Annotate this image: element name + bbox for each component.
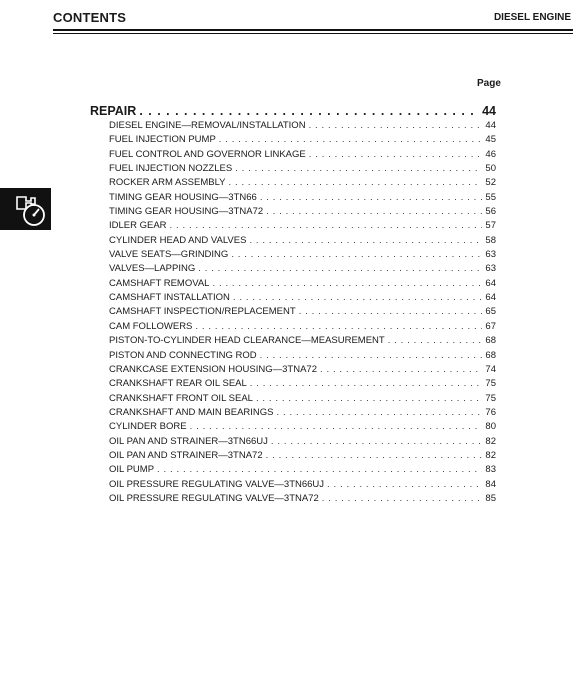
toc-entry-page: 64 bbox=[485, 277, 496, 289]
toc-entry-title: CAMSHAFT INSPECTION/REPLACEMENT bbox=[109, 306, 296, 318]
toc-entry[interactable] bbox=[109, 249, 496, 263]
toc-entry-title: ROCKER ARM ASSEMBLY bbox=[109, 177, 226, 189]
toc-entry[interactable] bbox=[109, 464, 496, 478]
toc-entry[interactable] bbox=[109, 407, 496, 421]
toc-entry-page: 57 bbox=[485, 220, 496, 232]
toc-entry-page: 50 bbox=[485, 163, 496, 175]
leader-dots bbox=[266, 206, 482, 217]
toc-entry-list bbox=[109, 120, 496, 507]
toc-entry-title: CRANKSHAFT AND MAIN BEARINGS bbox=[109, 406, 274, 418]
leader-dots bbox=[250, 378, 483, 389]
leader-dots bbox=[320, 364, 482, 375]
toc-entry-page: 85 bbox=[485, 492, 496, 504]
toc-entry-title: IDLER GEAR bbox=[109, 220, 167, 232]
toc-entry[interactable] bbox=[109, 292, 496, 306]
toc-entry-title: CRANKSHAFT REAR OIL SEAL bbox=[109, 378, 247, 390]
leader-dots bbox=[195, 321, 482, 332]
toc-entry-title: FUEL INJECTION NOZZLES bbox=[109, 163, 233, 175]
toc-entry-title: OIL PUMP bbox=[109, 464, 155, 476]
leader-dots bbox=[271, 436, 483, 447]
toc-entry[interactable] bbox=[109, 278, 496, 292]
leader-dots bbox=[231, 249, 482, 260]
page-column-label: Page bbox=[477, 78, 501, 89]
leader-dots bbox=[233, 292, 483, 303]
toc-entry-title: CAMSHAFT INSTALLATION bbox=[109, 292, 230, 304]
toc-section-title: REPAIR bbox=[90, 104, 137, 118]
toc-entry-title: VALVES—LAPPING bbox=[109, 263, 196, 275]
toc-entry-page: 56 bbox=[485, 206, 496, 218]
leader-dots bbox=[249, 235, 482, 246]
toc-entry-title: CAMSHAFT REMOVAL bbox=[109, 277, 210, 289]
toc-entry-title: CYLINDER BORE bbox=[109, 421, 187, 433]
toc-entry[interactable] bbox=[109, 177, 496, 191]
leader-dots bbox=[260, 350, 483, 361]
toc-entry[interactable] bbox=[109, 134, 496, 148]
toc-entry-page: 82 bbox=[485, 449, 496, 461]
toc-entry[interactable] bbox=[109, 479, 496, 493]
leader-dots bbox=[327, 479, 482, 490]
toc-entry-page: 74 bbox=[485, 363, 496, 375]
toc-entry-title: CRANKCASE EXTENSION HOUSING—3TNA72 bbox=[109, 363, 317, 375]
toc-entry[interactable] bbox=[109, 364, 496, 378]
toc-entry-title: TIMING GEAR HOUSING—3TN66 bbox=[109, 191, 257, 203]
leader-dots bbox=[219, 134, 483, 145]
leader-dots bbox=[322, 493, 483, 504]
leader-dots bbox=[266, 450, 483, 461]
document-section-title: CONTENTS bbox=[53, 10, 127, 25]
toc-entry[interactable] bbox=[109, 378, 496, 392]
toc-entry-page: 82 bbox=[485, 435, 496, 447]
toc-entry-page: 67 bbox=[485, 320, 496, 332]
leader-dots bbox=[388, 335, 483, 346]
toc-entry-page: 45 bbox=[485, 134, 496, 146]
toc-section-repair[interactable] bbox=[90, 104, 496, 118]
toc-entry[interactable] bbox=[109, 306, 496, 320]
toc-entry[interactable] bbox=[109, 436, 496, 450]
toc-entry-title: VALVE SEATS—GRINDING bbox=[109, 249, 229, 261]
toc-entry-page: 83 bbox=[485, 464, 496, 476]
toc-entry[interactable] bbox=[109, 450, 496, 464]
toc-entry-page: 58 bbox=[485, 234, 496, 246]
toc-entry[interactable] bbox=[109, 120, 496, 134]
toc-entry-page: 55 bbox=[485, 191, 496, 203]
toc-entry-title: DIESEL ENGINE—REMOVAL/INSTALLATION bbox=[109, 120, 306, 131]
toc-entry[interactable] bbox=[109, 235, 496, 249]
toc-entry-page: 46 bbox=[485, 148, 496, 160]
toc-entry-page: 76 bbox=[485, 406, 496, 418]
toc-entry-page: 68 bbox=[485, 335, 496, 347]
toc-entry-title: TIMING GEAR HOUSING—3TNA72 bbox=[109, 206, 264, 218]
toc-entry[interactable] bbox=[109, 220, 496, 234]
leader-dots bbox=[260, 192, 483, 203]
toc-entry[interactable] bbox=[109, 350, 496, 364]
leader-dots bbox=[170, 220, 483, 231]
leader-dots bbox=[157, 464, 482, 475]
toc-entry[interactable] bbox=[109, 206, 496, 220]
toc-entry-page: 65 bbox=[485, 306, 496, 318]
header-rule-thin bbox=[53, 33, 573, 34]
document-chapter-title: DIESEL ENGINE bbox=[493, 12, 571, 23]
toc-entry[interactable] bbox=[109, 321, 496, 335]
leader-dots bbox=[299, 306, 483, 317]
toc-entry[interactable] bbox=[109, 335, 496, 349]
toc-entry-title: PISTON AND CONNECTING ROD bbox=[109, 349, 257, 361]
toc-entry-page: 84 bbox=[485, 478, 496, 490]
toc-entry-title: FUEL INJECTION PUMP bbox=[109, 134, 216, 146]
toc-entry-title: FUEL CONTROL AND GOVERNOR LINKAGE bbox=[109, 148, 306, 160]
toc-entry-page: 52 bbox=[485, 177, 496, 189]
toc-entry-page: 44 bbox=[485, 120, 496, 131]
toc-entry[interactable] bbox=[109, 263, 496, 277]
engine-section-icon bbox=[0, 188, 51, 230]
toc-entry-title: CRANKSHAFT FRONT OIL SEAL bbox=[109, 392, 253, 404]
toc-entry[interactable] bbox=[109, 493, 496, 507]
leader-dots bbox=[256, 393, 482, 404]
leader-dots bbox=[235, 163, 482, 174]
toc-entry-title: OIL PAN AND STRAINER—3TNA72 bbox=[109, 449, 263, 461]
toc-entry[interactable] bbox=[109, 192, 496, 206]
toc-entry[interactable] bbox=[109, 163, 496, 177]
leader-dots bbox=[139, 104, 479, 118]
toc-entry[interactable] bbox=[109, 421, 496, 435]
toc-entry-page: 64 bbox=[485, 292, 496, 304]
toc-entry[interactable] bbox=[109, 149, 496, 163]
engine-section-tab bbox=[0, 188, 51, 230]
toc-entry-title: OIL PRESSURE REGULATING VALVE—3TN66UJ bbox=[109, 478, 325, 490]
leader-dots bbox=[198, 263, 482, 274]
leader-dots bbox=[212, 278, 482, 289]
toc-entry-page: 75 bbox=[485, 378, 496, 390]
toc-entry-page: 68 bbox=[485, 349, 496, 361]
toc-entry-title: OIL PAN AND STRAINER—3TN66UJ bbox=[109, 435, 268, 447]
toc-section-page: 44 bbox=[482, 104, 496, 118]
toc-entry-page: 75 bbox=[485, 392, 496, 404]
leader-dots bbox=[277, 407, 483, 418]
toc-entry-page: 63 bbox=[485, 263, 496, 275]
leader-dots bbox=[190, 421, 483, 432]
toc-entry-title: PISTON-TO-CYLINDER HEAD CLEARANCE—MEASUREMENT bbox=[109, 335, 385, 347]
toc-entry-page: 80 bbox=[485, 421, 496, 433]
toc-entry-title: CYLINDER HEAD AND VALVES bbox=[109, 234, 247, 246]
toc-entry[interactable] bbox=[109, 393, 496, 407]
leader-dots bbox=[229, 177, 483, 188]
header-rule-thick bbox=[53, 29, 573, 31]
toc-entry-title: OIL PRESSURE REGULATING VALVE—3TNA72 bbox=[109, 492, 319, 504]
toc-entry-title: CAM FOLLOWERS bbox=[109, 320, 193, 332]
leader-dots bbox=[309, 120, 483, 131]
toc-entry-page: 63 bbox=[485, 249, 496, 261]
leader-dots bbox=[309, 149, 483, 160]
